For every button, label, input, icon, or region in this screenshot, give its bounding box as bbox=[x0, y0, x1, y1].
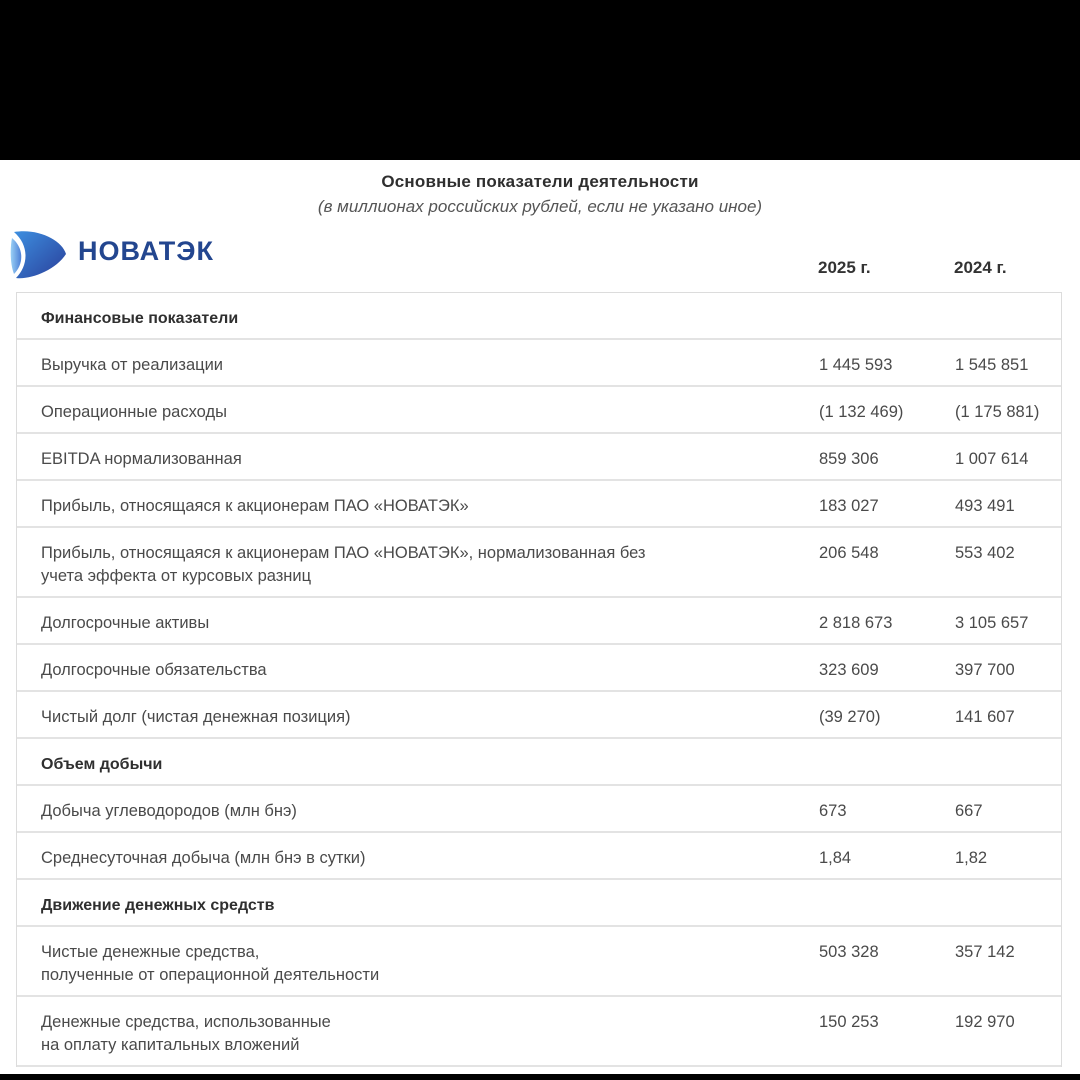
table-row bbox=[17, 434, 1061, 481]
indicators-table bbox=[16, 292, 1062, 1067]
row-label: EBITDA нормализованная bbox=[41, 450, 242, 468]
value-2024: 192 970 bbox=[955, 1013, 1015, 1031]
value-2024: 553 402 bbox=[955, 544, 1015, 562]
top-black-band bbox=[0, 0, 1080, 160]
table-row bbox=[17, 833, 1061, 880]
row-label: Выручка от реализации bbox=[41, 356, 223, 374]
value-2025: 1 445 593 bbox=[819, 356, 893, 374]
logo-text: НОВАТЭК bbox=[78, 236, 214, 266]
section-header-row bbox=[17, 880, 1061, 927]
table-row bbox=[17, 645, 1061, 692]
page-subtitle: (в миллионах российских рублей, если не указано иное) bbox=[317, 197, 763, 216]
section-title: Объем добычи bbox=[41, 756, 163, 773]
value-2025: (39 270) bbox=[819, 708, 881, 726]
value-2025: 503 328 bbox=[819, 943, 879, 961]
table-row bbox=[17, 692, 1061, 739]
value-2025: 150 253 bbox=[819, 1013, 879, 1031]
value-2024: 3 105 657 bbox=[955, 614, 1029, 632]
column-header-2024: 2024 г. bbox=[954, 258, 1007, 277]
value-2025: 2 818 673 bbox=[819, 614, 893, 632]
column-header-2025: 2025 г. bbox=[818, 258, 871, 277]
table-row bbox=[17, 387, 1061, 434]
value-2025: 206 548 bbox=[819, 544, 879, 562]
section-title: Финансовые показатели bbox=[41, 310, 239, 327]
value-2025: 323 609 bbox=[819, 661, 879, 679]
row-label: Операционные расходы bbox=[41, 403, 227, 421]
row-label: Прибыль, относящаяся к акционерам ПАО «НОВАТЭК» bbox=[41, 497, 469, 515]
row-label: Долгосрочные обязательства bbox=[41, 661, 267, 679]
table-row bbox=[17, 481, 1061, 528]
section-header-row bbox=[17, 739, 1061, 786]
table-row bbox=[17, 340, 1061, 387]
table-row bbox=[17, 528, 1061, 598]
table-row bbox=[17, 997, 1061, 1067]
row-label: Чистые денежные средства, полученные от операционной деятельности bbox=[41, 943, 380, 984]
value-2025: (1 132 469) bbox=[819, 403, 904, 421]
value-2024: (1 175 881) bbox=[955, 403, 1040, 421]
value-2025: 859 306 bbox=[819, 450, 879, 468]
section-title: Движение денежных средств bbox=[41, 897, 275, 914]
row-label: Денежные средства, использованные на оплату капитальных вложений bbox=[41, 1013, 331, 1054]
value-2025: 1,84 bbox=[819, 849, 852, 867]
page-title: Основные показатели деятельности bbox=[381, 172, 699, 191]
value-2025: 183 027 bbox=[819, 497, 879, 515]
value-2024: 1 007 614 bbox=[955, 450, 1029, 468]
value-2024: 1 545 851 bbox=[955, 356, 1029, 374]
table-row bbox=[17, 927, 1061, 997]
row-label: Прибыль, относящаяся к акционерам ПАО «НОВАТЭК», нормализованная без учета эффекта от курсовых разниц bbox=[41, 544, 646, 585]
report-sheet bbox=[0, 160, 1080, 1074]
value-2024: 397 700 bbox=[955, 661, 1015, 679]
row-label: Среднесуточная добыча (млн бнэ в сутки) bbox=[41, 849, 366, 867]
value-2025: 673 bbox=[819, 802, 847, 820]
company-logo bbox=[10, 226, 250, 282]
value-2024: 1,82 bbox=[955, 849, 988, 867]
row-label: Добыча углеводородов (млн бнэ) bbox=[41, 802, 297, 820]
novatek-logo-icon bbox=[10, 226, 68, 282]
value-2024: 493 491 bbox=[955, 497, 1015, 515]
section-header-row bbox=[17, 293, 1061, 340]
value-2024: 141 607 bbox=[955, 708, 1015, 726]
value-2024: 357 142 bbox=[955, 943, 1015, 961]
row-label: Чистый долг (чистая денежная позиция) bbox=[41, 708, 351, 726]
table-row bbox=[17, 598, 1061, 645]
table-row bbox=[17, 786, 1061, 833]
value-2024: 667 bbox=[955, 802, 983, 820]
row-label: Долгосрочные активы bbox=[41, 614, 210, 632]
